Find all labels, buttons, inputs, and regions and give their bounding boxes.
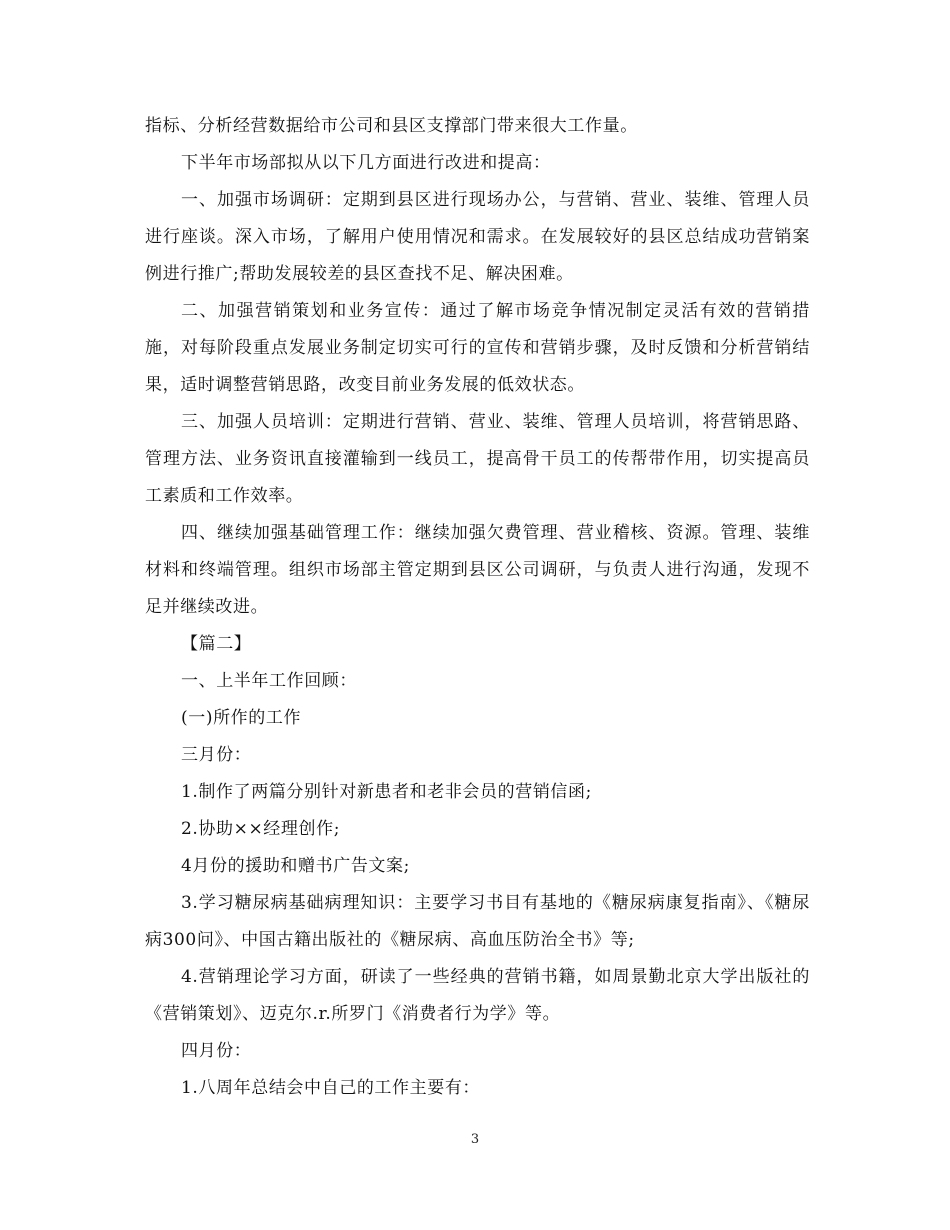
list-item: 3.学习糖尿病基础病理知识：主要学习书目有基地的《糖尿病康复指南》、《糖尿病300问》、中国古籍出版社的《糖尿病、高血压防治全书》等; xyxy=(145,893,810,950)
list-item: 2.协助××经理创作; xyxy=(181,819,341,839)
paragraph: 四月份： xyxy=(181,1041,252,1061)
page-number: 3 xyxy=(470,1132,480,1147)
paragraph: 四、继续加强基础管理工作：继续加强欠费管理、营业稽核、资源。管理、装维材料和终端管理。组织市场部主管定期到县区公司调研，与负责人进行沟通，发现不足并继续改进。 xyxy=(145,523,810,617)
list-item: 1.制作了两篇分别针对新患者和老非会员的营销信函; xyxy=(181,782,592,802)
paragraph: 4月份的援助和赠书广告文案; xyxy=(181,856,410,876)
paragraph: 一、上半年工作回顾： xyxy=(181,671,357,691)
paragraph: 二、加强营销策划和业务宣传：通过了解市场竞争情况制定灵活有效的营销措施，对每阶段重点发展业务制定切实可行的宣传和营销步骤，及时反馈和分析营销结果，适时调整营销思路，改变目前业务发展的低效状态。 xyxy=(145,301,810,395)
paragraph: 下半年市场部拟从以下几方面进行改进和提高： xyxy=(181,153,551,173)
paragraph: 三、加强人员培训：定期进行营销、营业、装维、管理人员培训，将营销思路、管理方法、业务资讯直接灌输到一线员工，提高骨干员工的传帮带作用，切实提高员工素质和工作效率。 xyxy=(145,412,810,506)
list-item: 4.营销理论学习方面，研读了一些经典的营销书籍，如周景勤北京大学出版社的《营销策划》、迈克尔.r.所罗门《消费者行为学》等。 xyxy=(145,967,810,1024)
document-body xyxy=(145,108,810,1107)
section-heading: 【篇二】 xyxy=(181,634,252,654)
list-item: 1.八周年总结会中自己的工作主要有： xyxy=(181,1078,481,1098)
paragraph: 指标、分析经营数据给市公司和县区支撑部门带来很大工作量。 xyxy=(145,116,638,136)
paragraph: 三月份： xyxy=(181,745,252,765)
paragraph: (一)所作的工作 xyxy=(181,708,302,728)
paragraph: 一、加强市场调研：定期到县区进行现场办公，与营销、营业、装维、管理人员进行座谈。深入市场，了解用户使用情况和需求。在发展较好的县区总结成功营销案例进行推广;帮助发展较差的县区查找不足、解决困难。 xyxy=(145,190,810,284)
